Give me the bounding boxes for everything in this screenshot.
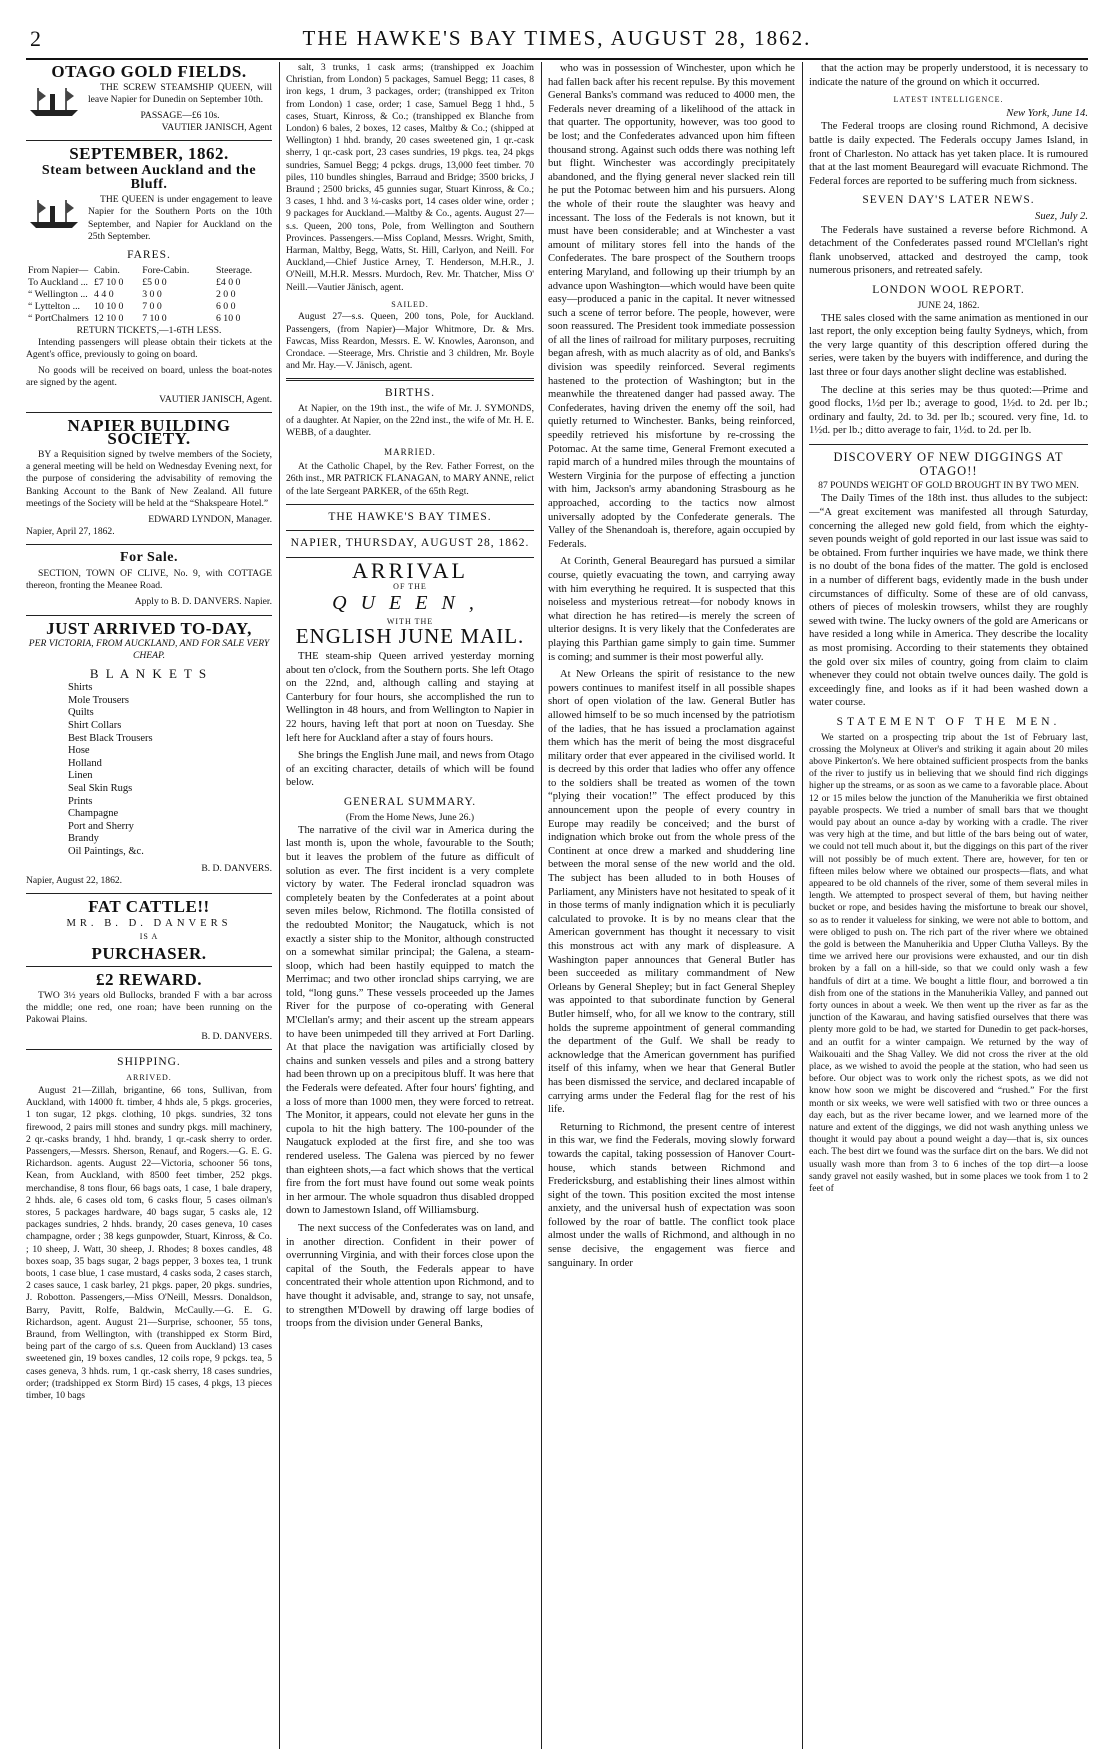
forsale-apply: Apply to B. D. DANVERS. Napier. bbox=[134, 596, 272, 608]
divider bbox=[26, 1049, 272, 1050]
arrived-date: Napier, August 22, 1862. bbox=[26, 874, 123, 886]
fares-row: “ Lyttelton ... 10 10 0 7 0 0 6 0 0 bbox=[28, 300, 236, 312]
steamship-icon bbox=[26, 84, 82, 118]
steamship-icon bbox=[26, 196, 82, 230]
list-item: Prints bbox=[68, 795, 93, 807]
masthead bbox=[26, 22, 1088, 60]
ny-dateline: New York, June 14. bbox=[1006, 107, 1088, 119]
divider bbox=[26, 412, 272, 413]
cattle-isa: IS A bbox=[139, 932, 159, 942]
list-item: Hose bbox=[68, 745, 90, 757]
column-divider bbox=[802, 62, 803, 1749]
column-4 bbox=[809, 62, 1088, 1749]
summary-text: The narrative of the civil war in America during the last month is, upon the whole, favourable to the South; but it leaves the problem of the future as difficult of solution as ever. The first incident is a very complete victory by water. The Federal ironclad squadron was completely beaten by the Confederates at a point about seven miles below, Richmond. The flotilla consisted of the redoubted Monitor; the Naugatuck, which is not exactly a sister ship to the Monitor, although constructed on a somewhat similar principal; the Galena, a steam-sloop, which had been hastily equipped to match the Merrimac; and two other ironclad ships carrying, we are told, “long guns.” These vessels proceeded up the James River for the purpose of co-operating with General M'Clellan's army; and their ascent up the stream appears to have been unimpeded till they arrived at Fort Darling. At that place the navigation was artificially closed by chains and sunken vessels and piles and a strong battery had been thrown up on a precipitous bluff. It was here that the Federals were defeated. After four hours' fighting, and a loss of more than 1000 men, they were forced to retreat. The Monitor, it appears, could not elevate her guns in the cupola to hit the high battery. The 100-pounder of the Naugatuck exploded at the first fire, and she too was rendered useless. The Galena was pierced by no fewer than eighteen shots,—a fact which shows that the vertical fire from the fort must have found out some weak points in her armour. The whole squadron thus disabled dropped down to Jamestown Island, off Williamsburg. bbox=[286, 824, 534, 1217]
steam-heading: Steam between Auckland and the Bluff. bbox=[41, 163, 257, 192]
divider bbox=[26, 615, 272, 616]
divider bbox=[286, 378, 534, 381]
arrived-label: ARRIVED. bbox=[126, 1073, 172, 1083]
otago-body: THE SCREW STEAMSHIP QUEEN, will leave Napier for Dunedin on September 10th. bbox=[88, 81, 272, 105]
divider bbox=[26, 140, 272, 141]
arrival-text: THE steam-ship Queen arrived yesterday morning about ten o'clock, from the Southern ports. She left Otago on the 22nd, and, although calling and staying at Canterbury for four hours, she accomplished the run to Wellington in 48 hours, and from Wellington to Napier in 22 hours, having left that port at noon on Tuesday. She left here for Auckland after a stay of fours hours. bbox=[286, 651, 534, 744]
seven-days-text: The Federals have sustained a reverse before Richmond. A detachment of the Confederates passed round M'Clellan's right flank unobserved, attacked and destroyed the camp, took numerous prisoners, and retreated safely. bbox=[809, 224, 1088, 277]
building-heading: NAPIER BUILDING SOCIETY. bbox=[67, 415, 231, 449]
mail-heading: ENGLISH JUNE MAIL. bbox=[295, 624, 525, 649]
with-the-label: WITH THE bbox=[386, 616, 434, 626]
wool-text: THE sales closed with the same animation as mentioned in our last report, the only exception being faulty Sydneys, which, from the very large quantity of this description offered during the series, were taken by the buyers with indifference, and during the last three or four days another slight decline was established. bbox=[809, 312, 1088, 379]
column-2 bbox=[286, 62, 534, 1749]
columns bbox=[26, 62, 1088, 1749]
list-item: Brandy bbox=[68, 833, 99, 845]
gold-subheading: 87 POUNDS WEIGHT OF GOLD BROUGHT IN BY TWO MEN. bbox=[818, 480, 1079, 492]
divider bbox=[26, 893, 272, 894]
married-heading: MARRIED. bbox=[384, 446, 436, 457]
article-paragraph: Returning to Richmond, the present centre of interest in this war, we find the Federals, moving slowly forward towards the capital, taking possession of Hanover Court-house, which stands between Richmond and Fredericksburg, and establishing their lines almost within sight of the town. This position excited the most intense anxiety, and the universal hush of expectation was soon followed by the roar of battle. The conflict took place almost under the walls of Richmond, and although in no sense decisive, the engagement was fierce and sanguinary. In order bbox=[548, 1121, 795, 1269]
divider bbox=[809, 444, 1088, 445]
building-sign: EDWARD LYNDON, Manager. bbox=[148, 514, 272, 526]
steam-body: THE QUEEN is under engagement to leave Napier for the Southern Ports on the 10th September, and Napier for Auckland on the 25th September. bbox=[88, 194, 272, 242]
summary-text: The next success of the Confederates was on land, and in another direction. Confident in their power of overrunning Virginia, and with their forces close upon the capital of the South, the Federals appear to have concentrated their whole attention upon Richmond, and to have thought it advisable, and, strange to say, not unsafe, to strengthen M'Dowell by drawing off large bodies of troops from the division under General Banks, bbox=[286, 1222, 534, 1330]
list-item: Shirts bbox=[68, 682, 93, 694]
column-1 bbox=[26, 62, 272, 1749]
list-item: Port and Sherry bbox=[68, 820, 134, 832]
article-paragraph: who was in possession of Winchester, upon which he had fallen back after his recent repulse. By this movement General Banks's command was reduced to 4000 men, the Federals never dreaming of a likelihood of the attack in that quarter. The opportunity, however, was too good to be lost; and the Confederates advanced upon him fifteen thousand strong. Against such odds there was nothing left but flight. Winchester was accordingly precipitately abandoned, and the flying general never slacked rein till he put the Potomac between him and his pursuers. Along the whole of their route the slaughter was heavy and incessant. The loss of the Federals is not known, but it must have been considerable; and at Winchester a vast amount of military stores fell into the hands of the Confederates. The bare prospect of the Southern troops entering Maryland, and following up their triumph by an advance upon Washington—which would have been quite easy—produced a panic in the capital. It never witnessed such a scene of terror before. The people, however, were soon reassured. The President took immediate possession of all the lines of railroad for military purposes, recruiting began afresh, with as much alacrity as of old, and Banks's division was speedily reinforced. Several regiments hastened to the protection of Washington; but in the meanwhile the threatened danger had passed away. The Confederates, having driven the enemy off the soil, had quietly returned to Winchester. Banks, being reinforced, speedily retrieved his misfortune by re-crossing the Potomac. At the same time, General Fremont executed a rapid march of a hundred miles through the mountains of Western Virginia for the purpose of effecting a junction with him, Jackson's army abandoning Strasbourg as he approached, according to the tactics now almost universally adopted by the Confederate generals. The Valley of the Shenandoah is, therefore, again occupied by Federals. bbox=[548, 63, 795, 550]
article-paragraph: At New Orleans the spirit of resistance to the new powers continues to manifest itself in all possible shapes short of open violation of the law. General Butler has allowed himself to be so much incensed by the patriotism of the ladies, that he has issued a proclamation against them which has the merit of being the most disgraceful military order that ever appeared in the civilised world. It is decreed by this order that ladies who offer any offence to the soldiers shall be treated as women of the town “plying their vocation!” The effect produced by this announcement upon the people of every country in Europe may readily be conceived; and the burst of indignation which broke out from the whole press of the Continent at once drew a marked and shuddering line between the moral sense of the new world and the old. The subject has been alluded to in both Houses of Parliament, any Ministers have not hesitated to speak of it in those terms of manly indignation which it is peculiarly calculated to provoke. It is by no means clear that the American government has thought it necessary to visit this monstrous act with any mark of displeasure. A Washington paper announces that General Butler has been succeeded as military commandment of New Orleans by General Shepley; but in fact General Shepley was appointed to that subordinate function by General Butler himself, who, for all we know to the contrary, still holds the supreme appointment of general commanding the department of the Gulf. We shall be ready to acknowledge that the American government has purified itself of this infamy, when we hear that General Butler has been dismissed the service, and declared incapable of carrying arms under the Federal flag for the rest of his life. bbox=[548, 669, 795, 1116]
list-item: Linen bbox=[68, 770, 93, 782]
fares-header-row: From Napier— Cabin. Fore-Cabin. Steerage. bbox=[28, 264, 253, 276]
fares-table bbox=[26, 265, 272, 325]
list-item: Best Black Trousers bbox=[68, 732, 153, 744]
latest-heading: LATEST INTELLIGENCE. bbox=[893, 95, 1004, 105]
otago-agent: VAUTIER JANISCH, Agent bbox=[161, 122, 272, 134]
september-heading: SEPTEMBER, 1862. bbox=[69, 144, 229, 164]
latest-text: The Federal troops are closing round Richmond, A decisive battle is daily expected. The Federals occupy James Island, in front of Charleston. No attack has yet taken place. It is rumoured that at the last moment Beauregard will evacuate Richmond. The Federal forces are reported to be suffering much from sickness. bbox=[809, 121, 1088, 187]
wool-text: The decline at this series may be thus quoted:—Prime and good flocks, 1½d per lb.; average to good, 1½d. to 2d. per lb.; ordinary and faulty, 2d. to 3d. per lb.; scoured. very fine, 1d. to 1½d. per lb.; ditto average to fair, 1½d. to 2d. per lb. bbox=[809, 384, 1088, 437]
list-item: Champagne bbox=[68, 808, 119, 820]
summary-heading: GENERAL SUMMARY. bbox=[343, 795, 477, 808]
list-item: Seal Skin Rugs bbox=[68, 782, 133, 794]
reward-body: TWO 3½ years old Bullocks, branded F with a bar across the middle; one red, one roan; have been running on the Pakowai Plains. bbox=[26, 989, 272, 1026]
births-text: At Napier, on the 19th inst., the wife of Mr. J. SYMONDS, of a daughter. At Napier, on the 22nd inst., the wife of Mr. H. E. WEBB, of a daughter. bbox=[286, 403, 534, 439]
arrival-text: She brings the English June mail, and news from Otago of an exciting character, details of which will be found below. bbox=[286, 750, 534, 789]
paper-heading: THE HAWKE'S BAY TIMES. bbox=[328, 510, 492, 523]
arrival-heading: ARRIVAL bbox=[352, 558, 468, 584]
divider bbox=[26, 966, 272, 967]
suez-dateline: Suez, July 2. bbox=[1035, 210, 1088, 222]
building-body: BY a Requisition signed by twelve members of the Society, a general meeting will be held on Wednesday Evening next, for the purpose of considering the advisability of removing the Banking Account to the Bank of New Zealand. All future meetings of the Society will be held at the “Shakspeare Hotel.” bbox=[26, 449, 272, 509]
list-item: Holland bbox=[68, 757, 102, 769]
sailed-text: August 27—s.s. Queen, 200 tons, Pole, for Auckland. Passengers, (from Napier)—Major Whitmore, Dr. & Mrs. Fawcas, Miss Reardon, Messrs. E. W. Knowles, Aaronson, and Crondace. —Steerage, Mrs. Christie and 3 children, Mr. Boyle and Mr. Hay.—V. Jänisch, agent. bbox=[286, 311, 534, 372]
steam-agent: VAUTIER JANISCH, Agent. bbox=[159, 393, 272, 405]
wool-date: JUNE 24, 1862. bbox=[917, 299, 980, 311]
page-number: 2 bbox=[30, 26, 41, 51]
wool-heading: LONDON WOOL REPORT. bbox=[872, 283, 1025, 296]
blankets-label: B L A N K E T S bbox=[89, 665, 209, 681]
discovery-text: The Daily Times of the 18th inst. thus alludes to the subject:—“A great excitement was manifested all through Saturday, concerning the alleged new gold field, from which the eighty-seven pounds weight of gold reported in our last issue was said to be obtained. From further inquiries we have made, we think there is no doubt of the bona fides of the matter. The gold is enclosed in a number of different bags, evidently made in the bush under circumstances of difficulty. Some of these are of old canvass, others of pieces of moleskin trowsers, whilst they are roughly sewed with twine. The lucky owners of the gold are Americans or have resided a long while in America. They describe the locality as most promising. According to their statements they obtained the gold over six miles of country, going from claim to claim whenever they could not obtain twelve ounces daily. The gold is exceedingly fine, and looks as if it had been washed down a water course. bbox=[809, 493, 1088, 709]
dateline: NAPIER, THURSDAY, AUGUST 28, 1862. bbox=[290, 537, 530, 550]
return-tickets: RETURN TICKETS,—1-6TH LESS. bbox=[76, 324, 222, 336]
fares-row: “ PortChalmers 12 10 0 7 10 0 6 10 0 bbox=[28, 312, 241, 324]
cattle-heading: FAT CATTLE!! bbox=[88, 896, 210, 916]
arrived-heading: JUST ARRIVED TO-DAY, bbox=[46, 618, 252, 638]
fares-row: “ Wellington ... 4 4 0 3 0 0 2 0 0 bbox=[28, 288, 236, 300]
list-item: Quilts bbox=[68, 707, 94, 719]
column-divider bbox=[541, 62, 542, 1749]
divider bbox=[286, 530, 534, 531]
forsale-heading: For Sale. bbox=[120, 550, 178, 566]
otago-passage: PASSAGE—£6 10s. bbox=[140, 110, 220, 121]
statement-text: We started on a prospecting trip about the 1st of February last, crossing the Molyneux at Oliver's and striking it again about 20 miles above Pinkerton's. We here obtained sufficient prospects from the banks of the river to justify us in believing that we should find rich diggings higher up the streams, or as soon as we came to a favorable place. About 12 or 15 miles below the junction of the Manuherikia we first obtained payable prospects. We tried a number of small bars that we thought would pay about an ounce a-day by working with a cradle. The river was very high at the time, and but little of the bars being out of water, we could not tell much about it, but the diggings on this part of the river will not possibly be of much extent. There are, however, for ten or fifteen miles below where we obtained our prospects—flats, and what appeared to be old channels of the river, some of them several miles in length. We attempted to prospect several of them, but having neither bucket or rope, and besides having the misfortune to break our shovel, so as to render it valueless for sinking, we were not able to bottom, and were obliged to push on. The rich part of the river where we obtained the gold is between the Manuherikia and Upper Clutha Valleys. By the time we arrived here our provisions were exhausted, and our tin dish broken by a fall on a hill-side, so that we could only wash a few handfuls of dirt at a time. We bought a little flour, and borrowed a tin dish from one of the stations in the Manuherikia Valley, and panned out forty ounces in about a week. We then went up the river as far as the junction of the Kawarau, and having satisfied ourselves that there was plenty more gold to be had, we started for Dunedin to get pack-horses, and an outfit for a winter campaign. We returned by the way of Waikouaiti and the Shag Valley. We did not cross the river at the old place, as we wished to avoid the people at the station, who had seen us before. Our object was to work only the richest spots, as we did not know how soon we might be discovered and “rushed.” For the first month or six weeks, we were well satisfied with two or three ounces a day each, but as the river became lower, and we learned more of the nature and extent of the diggings, we did not wash anything unless we thought it would pay about a pound weight a day—that is, six ounces each. The best dirt we found was the surface dirt on the bars. We did not usually wash more than from 3 to 6 inches of the top dirt—a loose sandy gravel not easily washed, but in some places we took from 1 to 2 feet of bbox=[809, 731, 1088, 1195]
column-divider bbox=[279, 62, 280, 1749]
building-date: Napier, April 27, 1862. bbox=[26, 526, 115, 538]
forsale-body: SECTION, TOWN OF CLIVE, No. 9, with COTTAGE thereon, fronting the Meanee Road. bbox=[26, 568, 272, 592]
otago-heading: OTAGO GOLD FIELDS. bbox=[51, 62, 247, 81]
article-paragraph: At Corinth, General Beauregard has pursued a similar course, quietly evacuating the town, and carrying away with him everything he required. It is suspected that this noiseless and mysterious retreat—for nobody knows in what direction he has retired—is merely the screen of ulterior designs. It is very likely that the Confederates are playing this Parthian game simply to gain time. Summer is coming; and summer is their most powerful ally. bbox=[548, 556, 795, 663]
married-text: At the Catholic Chapel, by the Rev. Father Forrest, on the 26th inst., MR PATRICK FLANAGAN, to MARY ANNE, relict of the late Sergeant PARKER, of the 65th Regt. bbox=[286, 461, 534, 497]
cattle-line: MR. B. D. DANVERS bbox=[66, 917, 232, 929]
seven-days-heading: SEVEN DAY'S LATER NEWS. bbox=[862, 194, 1035, 207]
goods-list bbox=[68, 682, 272, 858]
article-paragraph: that the action may be properly understood, it is necessary to indicate the nature of the ground on which it occurred. bbox=[809, 63, 1088, 88]
sailed-label: SAILED. bbox=[391, 299, 429, 309]
steam-note: No goods will be received on board, unless the boat-notes are signed by the agent. bbox=[26, 365, 272, 389]
summary-source: (From the Home News, June 26.) bbox=[345, 811, 475, 823]
divider bbox=[286, 504, 534, 505]
reward-sign: B. D. DANVERS. bbox=[201, 1030, 272, 1042]
list-item: Shirt Collars bbox=[68, 720, 122, 731]
purchaser-heading: PURCHASER. bbox=[91, 943, 207, 963]
column-3 bbox=[548, 62, 795, 1749]
arrived-sub: PER VICTORIA, FROM AUCKLAND, AND FOR SALE VERY CHEAP. bbox=[28, 638, 270, 662]
of-the-label: OF THE bbox=[393, 581, 427, 591]
statement-heading: STATEMENT OF THE MEN. bbox=[836, 715, 1061, 728]
divider bbox=[26, 544, 272, 545]
newspaper-title: THE HAWKE'S BAY TIMES, AUGUST 28, 1862. bbox=[302, 26, 812, 50]
queen-heading: QUEEN, bbox=[332, 592, 488, 615]
shipping-cont: salt, 3 trunks, 1 cask arms; (transhipped ex Joachim Christian, from London) 5 packages, Samuel Begg; 11 cases, 8 iron kegs, 1 drum, 3 packages, order; (transhipped ex Triton from London) 1 case, order; 1 case, Samuel Begg 1 hhd., 5 cases, Stuart, Kinross, & Co.; (transhipped ex Blanche from London) 6 bales, 2 boxes, 12 cases, Maltby & Co.; (shipped at Wellington) 1 hhd. brandy, 20 cases sweetened gin, 1 qr.-cask sherry, 1 qr.-cask port, 23 cases sundries, 19 pkgs. tea, 24 pkgs sundries, Samuel Begg; 4 pckgs. drugs, 13,000 feet timber. 70 piles, 110 bundles shingles, Barraud and Bridge; 3500 bricks, J Braund ; 2500 bricks, 45 gunnies sugar, Stuart Kinross, & Co.; 3 cases, 1 hhd. and 3 ¼-casks port, 14 cases older wine, order ; 9 packages for Auckland.—Maltby & Co., agents. August 27—s.s. Queen, 200 tons, Pole, from Wellington and Southern Provinces. Passengers.—Miss Copland, Messrs. Wright, Smith, Harman, Maltby, Begg, Watts, St. Hill, Carlyon, and Neill. For Auckland,—Chief Justice Arney, T. Henderson, M.H.R., J. O'Neill, M.H.R. Messrs. Murdoch, Rev. Mr. Thatcher, Miss O' Neill.—Vautier Jänisch, agent. bbox=[286, 62, 534, 293]
reward-heading: £2 REWARD. bbox=[95, 970, 203, 990]
births-heading: BIRTHS. bbox=[384, 387, 436, 400]
steam-note: Intending passengers will please obtain their tickets at the Agent's office, previously to going on board. bbox=[26, 336, 272, 360]
shipping-heading: SHIPPING. bbox=[117, 1055, 181, 1068]
list-item: Mole Trousers bbox=[68, 694, 129, 706]
arrived-sign: B. D. DANVERS. bbox=[201, 862, 272, 874]
fares-row: To Auckland ... £7 10 0 £5 0 0 £4 0 0 bbox=[28, 276, 241, 288]
list-item: Oil Paintings, &c. bbox=[68, 845, 144, 857]
fares-heading: FARES. bbox=[127, 249, 171, 261]
discovery-heading: DISCOVERY OF NEW DIGGINGS AT OTAGO!! bbox=[833, 450, 1064, 478]
shipping-text: August 21—Zillah, brigantine, 66 tons, Sullivan, from Auckland, with 14000 ft. timber, 4 hhds ale, 5 pkgs. groceries, 1 ton sugar, 12 pkgs. clothing, 10 pkgs. sundries, 32 tons firewood, 2 pairs mill stones and sundry pkgs. mill machinery, 2 qr.-casks brandy, 1 hhd. brandy, 1 qr.-cask sherry to order. Passengers,—Messrs. Sherson, Renauf, and Rogers.—G. E. G. Richardson. agents. August 22—Victoria, schooner 56 tons, Kean, from Auckland, with 8500 feet timber, 252 pkgs. merchandise, 8 tons flour, 66 bags oats, 1 case, 1 bale drapery, 2 hhds. ale, 6 cases old tom, 6 casks flour, 5 cases oilman's stores, 5 packages hardware, 40 bags sugar, 5 casks ale, 12 packages sundries, 2 hhds. brandy, 20 cases geneva, 10 cases champagne, order ; 38 kegs gunpowder, Stuart, Kinross, & Co. ; 10 sheep, J. Watt, 30 sheep, J. Rhodes; 8 boxes candles, 48 boxes soap, 35 bags sugar, 2 bags pepper, 3 boxes tea, 1 trunk boots, 1 case blue, 1 case mustard, 4 casks soda, 2 cases starch, 2 cases sauce, 1 cask barley, 21 pkgs. paper, 20 pkgs. sundries, J. Robotton. Passengers,—Miss O'Neill, Messrs. Donaldson, Barry, Pavitt, Rolfe, Baldwin, McCaully.—G. E. G. Richardson, agent. August 21—Surprise, schooner, 55 tons, Braund, from Wellington, with (transhipped ex Storm Bird, being part of the cargo of s.s. Queen from Auckland) 13 cases sweetened gin, 19 boxes candles, 12 coils rope, 9 pckgs. tea, 5 cases geneva, 3 hhds. rum, 1 qr.-cask sherry, 18 cases sundries, order; (tradshipped ex Storm Bird) 15 cases, 4 pkgs, 13 pieces timber, 10 bags bbox=[26, 1084, 272, 1401]
